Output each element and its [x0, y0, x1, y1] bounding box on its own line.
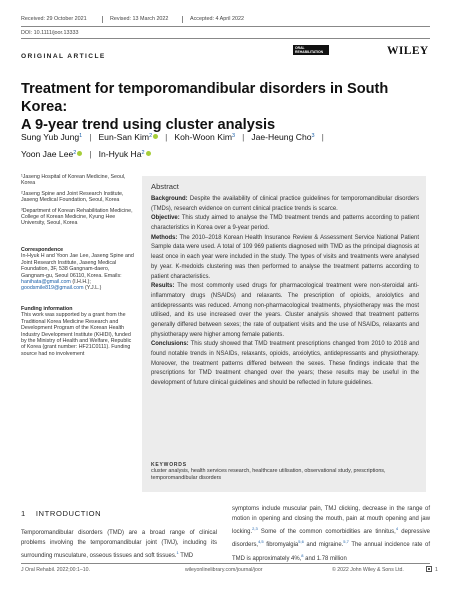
author-list — [21, 129, 441, 163]
footer-copyright: © 2022 John Wiley & Sons Ltd. — [332, 567, 404, 573]
abstract-background: Background: Despite the availability of clinical practice guidelines for temporomandibular disorders (TMDs), research evidence on current clinical practice trends is scarce. — [151, 196, 419, 212]
meta-divider — [182, 16, 183, 23]
received-date: Received: 29 October 2021 — [21, 16, 87, 22]
author[interactable]: Jae-Heung Cho$^3$ — [251, 132, 315, 142]
author[interactable]: In-Hyuk Ha$^2$ — [99, 146, 151, 163]
email-link[interactable]: goodsmile819@gmail.com — [21, 285, 84, 292]
meta-divider — [102, 16, 103, 23]
abstract-body — [151, 195, 419, 389]
funding-text: This work was supported by a grant from the Traditional Korea Medicine Research and Development Program of the Korean Health Industry Development Institute (KHIDI), funded by the Ministry of Health and Welfare, Republic of Korea (grant number: HF21C0111). Funding source had no involvement — [21, 312, 132, 357]
abstract-results: Results: The most commonly used drugs for pharmacological treatment were non-steroidal anti-inflammatory drugs (NSAIDs) and relaxants. The prescription of opioids, anxiolytics and antidepressants was reduced. Among non-pharmacological treatments, physiotherapy was the most utilised, and its use increased over the years. Cluster analysis showed that treatment patterns generally differed between sexes; the rate of outpatient visits and the use of NSAIDs, relaxants and physiotherapy were higher among female patients. — [151, 283, 419, 338]
affiliations — [21, 174, 134, 231]
section-heading: 1 INTRODUCTION — [21, 509, 102, 518]
funding — [21, 306, 134, 357]
header-rule — [21, 38, 430, 39]
doi[interactable]: DOI: 10.1111/joor.13333 — [21, 30, 79, 36]
correspondence-heading: Correspondence — [21, 247, 64, 253]
author[interactable]: Sung Yub Jung$^1$ — [21, 132, 83, 142]
correspondence — [21, 247, 134, 292]
abstract-conclusions: Conclusions: This study showed that TMD treatment prescriptions changed from 2010 to 2018 and found notable trends in NSAIDs, relaxants, opioids, anxiolytics, antidepressants and physiotherapy. Moreover, the treatment patterns differed between the sexes. These findings indicate that the prescriptions for TMD treatment changed over the years; these results may be useful in the development of future clinical guidelines and should be reflected in future guidelines. — [151, 341, 419, 387]
article-title — [21, 80, 431, 134]
affiliation: ¹Jaseng Hospital of Korean Medicine, Seoul, Korea — [21, 174, 126, 187]
keywords: cluster analysis, health services research, healthcare utilisation, observational study, prescriptions, temporomandibular disorders — [151, 468, 386, 481]
abstract-box — [142, 176, 426, 492]
revised-date: Revised: 13 March 2022 — [110, 16, 169, 22]
page-number: 1 — [435, 567, 438, 573]
correspondence-text: In-Hyuk H and Yoon Jae Lee, Jaseng Spine and Joint Research Institute, Jaseng Medical Foundation, 3F, 538 Gangnam-daero, Gangnam-gu, Seoul 06110, Korea. Emails: hanihata@gmail.com (I.H.H.); goodsmile819@gmail.com (Y.J.L.) — [21, 253, 134, 292]
footer-citation: J Oral Rehabil. 2022;00:1–10. — [21, 567, 90, 573]
author-row-2: Yoon Jae Lee$^2$ | In-Hyuk Ha$^2$ — [21, 146, 441, 163]
footer-rule — [21, 563, 430, 564]
header-rule — [21, 26, 430, 27]
affiliation: ³Department of Korean Rehabilitation Medicine, College of Korean Medicine, Kyung Hee University, Seoul, Korea — [21, 207, 133, 227]
wiley-logo: WILEY — [387, 45, 429, 57]
intro-left-column: Temporomandibular disorders (TMD) are a broad range of clinical problems involving the temporomandibular joint (TMJ), including its surrounding musculature, osseous tissues and soft tissues.$^1$ TMD — [21, 530, 217, 559]
footer-journal-url[interactable]: wileyonlinelibrary.com/journal/joor — [185, 567, 263, 573]
accepted-date: Accepted: 4 April 2022 — [190, 16, 244, 22]
affiliation: ²Jaseng Spine and Joint Research Institute, Jaseng Medical Foundation, Seoul, Korea — [21, 190, 124, 204]
crossmark-icon[interactable] — [426, 566, 432, 572]
orcid-icon[interactable] — [146, 151, 151, 156]
keywords-heading: KEYWORDS — [151, 462, 187, 468]
author[interactable]: Koh-Woon Kim$^3$ — [174, 132, 236, 142]
article-type: ORIGINAL ARTICLE — [21, 53, 106, 60]
orcid-icon[interactable] — [153, 134, 158, 139]
journal-badge — [293, 45, 329, 55]
funding-heading: Funding information — [21, 306, 73, 312]
intro-right-column: symptoms include muscular pain, TMJ clicking, decrease in the range of motion in opening and closing the mouth, pain at mouth opening and jaw locking.$^{2,3}$ Some of the common comorbidities are tinnitus,$^4$ depressive disorders,$^{4,5}$ fibromyalgia$^{5,6}$ and migraine.$^{5,7}$ The annual incidence rate of TMD is approximately 4%,$^8$ and 1.78 million — [232, 506, 430, 562]
abstract-objective: Objective: This study aimed to analyse the TMD treatment trends and patterns according to patient characteristics in Korea over a 9-year period. — [151, 215, 419, 232]
abstract-heading: Abstract — [151, 182, 179, 191]
orcid-icon[interactable] — [77, 151, 82, 156]
journal-badge-line1: ORAL — [295, 46, 305, 50]
author[interactable]: Yoon Jae Lee$^2$ — [21, 146, 82, 163]
title-line-2: A 9-year trend using cluster analysis — [21, 117, 276, 133]
title-line-1: Treatment for temporomandibular disorders in South Korea: — [21, 81, 389, 115]
email-link[interactable]: hanihata@gmail.com — [21, 279, 71, 286]
abstract-methods: Methods: The 2010–2018 Korean Health Insurance Review & Assessment Service National Patient Sample data were used. A total of 109 969 patients diagnosed with TMD as the principal diagnosis at least once in each year were included in the study. The types of visits and treatments were analysed by year. K-medoids clustering was then performed to analyse the treatment patterns according to patient characteristics. — [151, 234, 419, 280]
journal-badge-line2: REHABILITATION — [295, 50, 324, 54]
author-row-1: Sung Yub Jung$^1$ | Eun-San Kim$^2$ | Koh-Woon Kim$^3$ | Jae-Heung Cho$^3$ | — [21, 129, 441, 146]
author[interactable]: Eun-San Kim$^2$ — [98, 129, 158, 146]
